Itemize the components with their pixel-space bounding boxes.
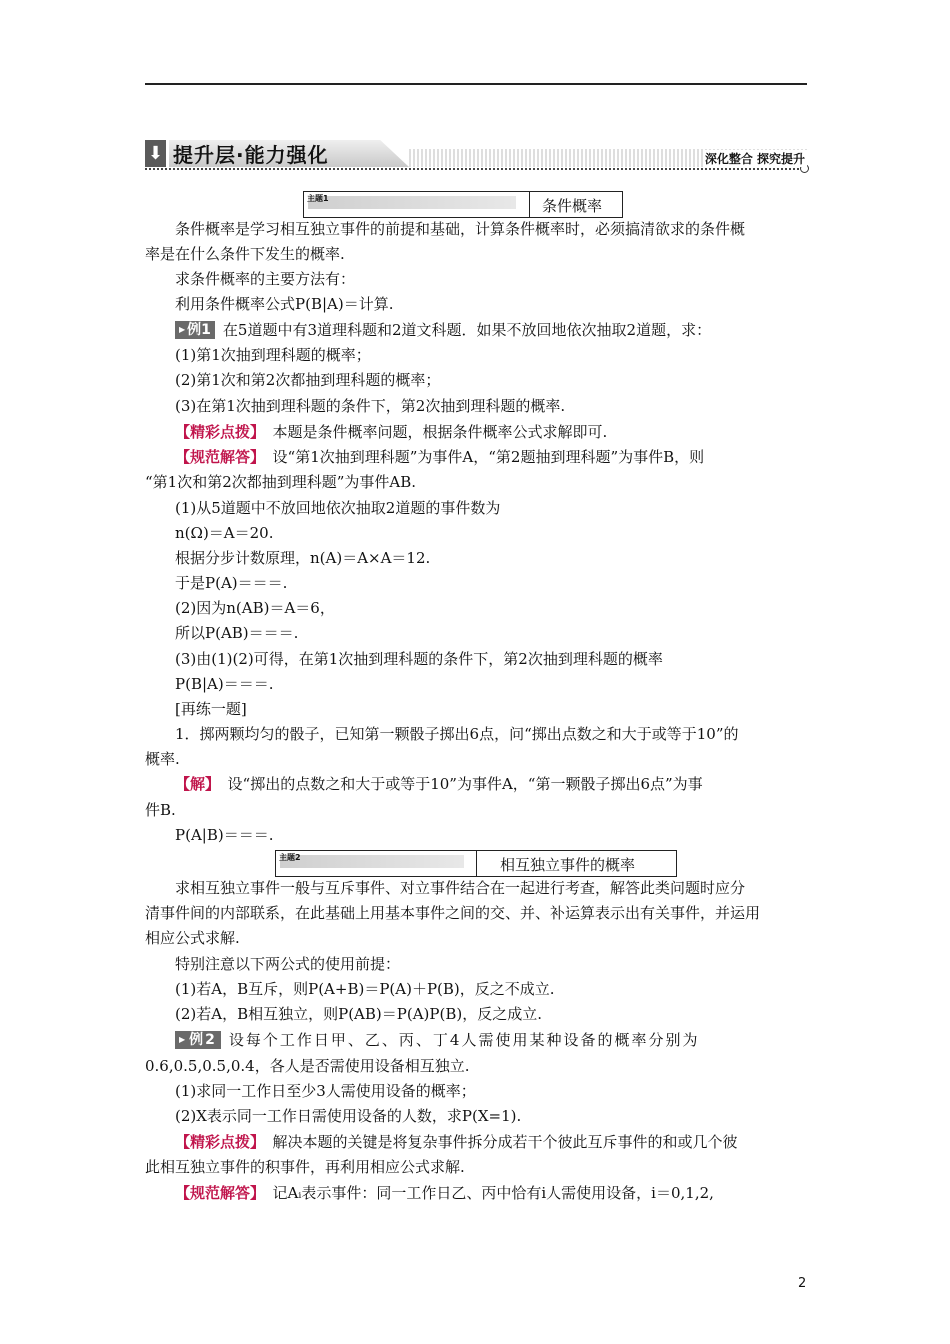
para: 概率. — [145, 750, 180, 768]
para: (2)若A，B相互独立，则P(AB)＝P(A)P(B)，反之成立. — [175, 1005, 542, 1023]
para: P(B|A)＝＝＝. — [175, 675, 274, 693]
para: (3)由(1)(2)可得，在第1次抽到理科题的条件下，第2次抽到理科题的概率 — [175, 650, 663, 668]
topic2-header — [275, 850, 677, 877]
answer-tag: 【解】 — [175, 775, 213, 793]
para: 求相互独立事件一般与互斥事件、对立事件结合在一起进行考查，解答此类问题时应分 — [175, 879, 746, 897]
topic2-divider — [476, 851, 477, 876]
example2-solution — [175, 1183, 714, 1203]
banner-right-label: 深化整合 探究提升 — [704, 152, 805, 166]
text: 记Aᵢ表示事件：同一工作日乙、丙中恰有i人需使用设备，i＝0,1,2, — [272, 1184, 714, 1202]
topic1-header — [303, 191, 623, 218]
topic1-tag: 主题1 — [307, 194, 329, 203]
para: 于是P(A)＝＝＝. — [175, 574, 288, 592]
para: P(A|B)＝＝＝. — [175, 826, 274, 844]
para: (1)第1次抽到理科题的概率； — [175, 346, 371, 364]
para: 清事件间的内部联系，在此基础上用基本事件之间的交、并、补运算表示出有关事件，并运用 — [145, 904, 761, 922]
para: 利用条件概率公式P(B|A)＝计算. — [175, 295, 394, 313]
tip-tag: 【精彩点拨】 — [175, 423, 258, 441]
para: 0.6,0.5,0.5,0.4，各人是否需使用设备相互独立. — [145, 1057, 470, 1075]
para: 求条件概率的主要方法有： — [175, 270, 356, 288]
banner-title: 提升层·能力强化 — [173, 143, 329, 167]
para: (2)X表示同一工作日需使用设备的人数，求P(X=1). — [175, 1107, 522, 1125]
para: (1)求同一工作日至少3人需使用设备的概率； — [175, 1082, 476, 1100]
down-arrow-icon: ⬇ — [145, 140, 166, 167]
example1-tag: ▶ 例1 — [175, 321, 215, 339]
practice-label: [再练一题] — [175, 700, 247, 718]
topic2-bar — [280, 855, 464, 868]
example2-stem — [175, 1030, 699, 1050]
para: 相应公式求解. — [145, 929, 240, 947]
text: 设“掷出的点数之和大于或等于10”为事件A，“第一颗骰子掷出6点”为事 — [227, 775, 703, 793]
top-rule — [145, 83, 807, 85]
solution-tag: 【规范解答】 — [175, 448, 258, 466]
para: (2)第1次和第2次都抽到理科题的概率； — [175, 371, 441, 389]
example1-solution — [175, 447, 704, 467]
para: 率是在什么条件下发生的概率. — [145, 245, 345, 263]
example1-tip — [175, 422, 607, 442]
para: n(Ω)＝A＝20. — [175, 524, 274, 542]
para: (1)若A，B互斥，则P(A+B)＝P(A)＋P(B)，反之不成立. — [175, 980, 555, 998]
para: 1．掷两颗均匀的骰子，已知第一颗骰子掷出6点，问“掷出点数之和大于或等于10”的 — [175, 725, 739, 743]
example2-tag: ▶ 例2 — [175, 1031, 221, 1049]
section-banner — [145, 137, 807, 177]
para: “第1次和第2次都抽到理科题”为事件AB. — [145, 473, 417, 491]
para: (1)从5道题中不放回地依次抽取2道题的事件数为 — [175, 499, 501, 517]
topic1-divider — [529, 192, 530, 217]
para: 条件概率是学习相互独立事件的前提和基础，计算条件概率时，必须搞清欲求的条件概 — [175, 220, 746, 238]
text: 设“第1次抽到理科题”为事件A，“第2题抽到理科题”为事件B，则 — [272, 448, 705, 466]
practice-answer — [175, 774, 703, 794]
banner-dotted-line — [145, 168, 807, 170]
text: 解决本题的关键是将复杂事件拆分成若干个彼此互斥事件的和或几个彼 — [272, 1133, 738, 1151]
text: 设每个工作日甲、乙、丙、丁4人需使用某种设备的概率分别为 — [228, 1031, 700, 1049]
tip-tag: 【精彩点拨】 — [175, 1133, 258, 1151]
solution-tag: 【规范解答】 — [175, 1184, 258, 1202]
para: (2)因为n(AB)＝A＝6， — [175, 599, 335, 617]
para: (3)在第1次抽到理科题的条件下，第2次抽到理科题的概率. — [175, 397, 566, 415]
topic1-label: 条件概率 — [542, 197, 603, 215]
text: 在5道题中有3道理科题和2道文科题．如果不放回地依次抽取2道题，求： — [222, 321, 712, 339]
para: 件B. — [145, 801, 176, 819]
para: 根据分步计数原理，n(A)＝A×A＝12. — [175, 549, 431, 567]
topic2-label: 相互独立事件的概率 — [500, 856, 636, 874]
example2-tip — [175, 1132, 738, 1152]
text: 本题是条件概率问题，根据条件概率公式求解即可. — [272, 423, 608, 441]
para: 所以P(AB)＝＝＝. — [175, 624, 299, 642]
page-number: 2 — [798, 1276, 807, 1291]
para: 特别注意以下两公式的使用前提： — [175, 955, 401, 973]
para: 此相互独立事件的积事件，再利用相应公式求解. — [145, 1158, 465, 1176]
example1-stem — [175, 320, 711, 340]
topic1-bar — [308, 196, 516, 209]
topic2-tag: 主题2 — [279, 853, 301, 862]
